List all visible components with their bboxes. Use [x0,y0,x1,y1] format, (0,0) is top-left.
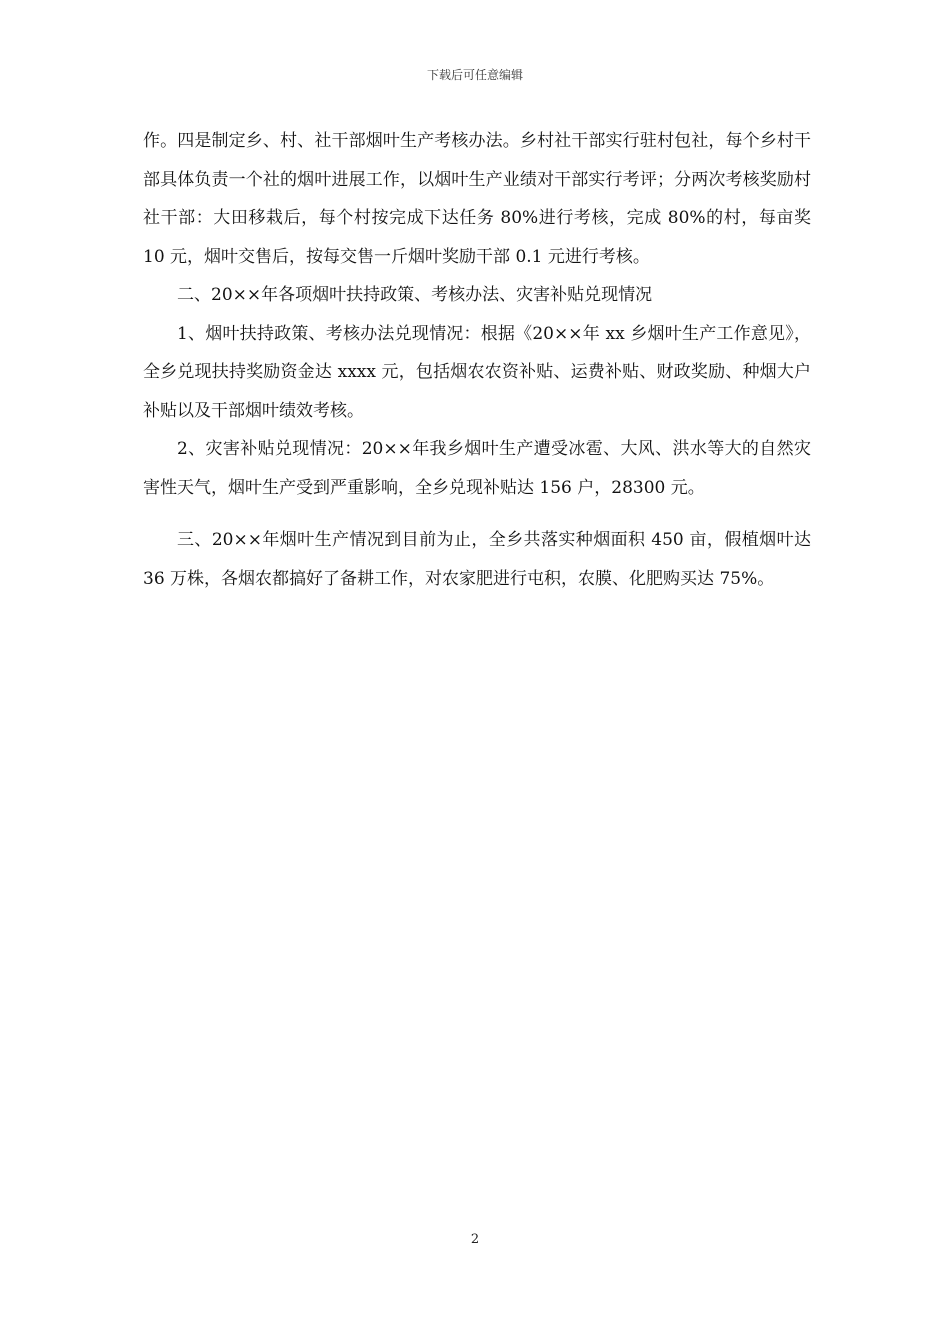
page-header: 下载后可任意编辑 [426,68,523,82]
document-body [143,122,811,598]
paragraph-production-status: 三、20××年烟叶生产情况到目前为止，全乡共落实种烟面积 450 亩，假植烟叶达 36 万株，各烟农都搞好了备耕工作，对农家肥进行屯积，农膜、化肥购买达 75%。 [143,530,811,589]
page-number: 2 [470,1232,480,1247]
paragraph-policy-redemption: 1、烟叶扶持政策、考核办法兑现情况：根据《20××年 xx 乡烟叶生产工作意见》，全乡兑现扶持奖励资金达 xxxx 元，包括烟农农资补贴、运费补贴、财政奖励、种烟大户补贴以及干部烟叶绩效考核。 [143,323,811,421]
paragraph-disaster-subsidy: 2、灾害补贴兑现情况：20××年我乡烟叶生产遭受冰雹、大风、洪水等大的自然灾害性天气，烟叶生产受到严重影响，全乡兑现补贴达 156 户，28300 元。 [143,439,811,498]
section-heading-two: 二、20××年各项烟叶扶持政策、考核办法、灾害补贴兑现情况 [177,285,653,305]
paragraph-assessment-method: 作。四是制定乡、村、社干部烟叶生产考核办法。乡村社干部实行驻村包社，每个乡村干部具体负责一个社的烟叶进展工作，以烟叶生产业绩对干部实行考评；分两次考核奖励村社干部：大田移栽后，每个村按完成下达任务 80%进行考核，完成 80%的村，每亩奖 10 元，烟叶交售后，按每交售一斤烟叶奖励干部 0.1 元进行考核。 [143,131,811,267]
